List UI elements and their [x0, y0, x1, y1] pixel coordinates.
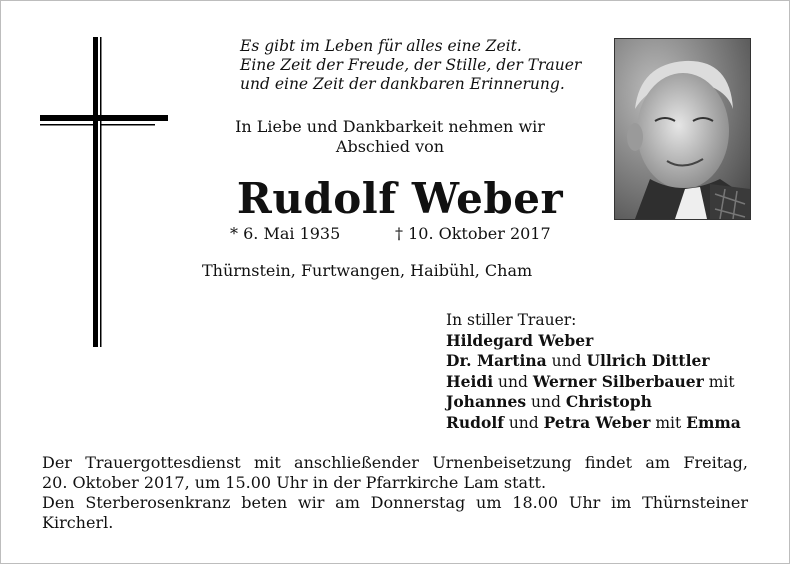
intro-line: Abschied von	[335, 137, 445, 156]
mourner-line	[446, 331, 741, 352]
mourner-connector: und	[526, 393, 566, 411]
mourner-line	[446, 351, 741, 372]
rosary-line: Kircherl.	[42, 513, 114, 532]
mourners-block	[446, 311, 741, 433]
service-line: Der Trauergottesdienst mit anschließender Urnenbeisetzung findet am Freitag,	[42, 453, 748, 472]
rosary-line: Den Sterberosenkranz beten wir am Donnerstag um 18.00 Uhr im Thürnsteiner	[42, 493, 748, 512]
mourners-heading: In stiller Trauer:	[446, 311, 577, 329]
mourner-name: Heidi	[446, 371, 494, 391]
mourner-connector: und	[546, 352, 587, 370]
mourner-name: Emma	[686, 412, 741, 432]
mourner-line	[446, 413, 741, 434]
service-info	[42, 453, 748, 533]
opening-quote	[240, 37, 610, 94]
mourner-connector: mit	[703, 372, 735, 391]
mourner-connector: und	[493, 372, 533, 391]
intro-line: In Liebe und Dankbarkeit nehmen wir	[235, 117, 545, 136]
mourner-name: Petra Weber	[543, 412, 651, 432]
death-date: † 10. Oktober 2017	[395, 224, 551, 243]
birth-date: * 6. Mai 1935	[230, 224, 341, 243]
mourner-connector: mit	[650, 413, 687, 432]
mourner-name: Rudolf	[446, 412, 504, 432]
portrait-image	[615, 39, 750, 219]
mourners-list	[446, 331, 741, 434]
mourner-line	[446, 372, 741, 393]
intro-text	[210, 117, 570, 157]
mourner-name: Ullrich Dittler	[586, 351, 710, 370]
mourner-line	[446, 392, 741, 413]
mourner-name: Johannes	[446, 392, 527, 411]
mourner-connector: und	[503, 413, 544, 432]
cross-icon	[40, 37, 170, 347]
portrait-photo	[614, 38, 751, 220]
mourner-name: Dr. Martina	[446, 351, 547, 370]
mourner-name: Hildegard Weber	[446, 330, 594, 350]
deceased-name: Rudolf Weber	[236, 174, 564, 223]
mourner-name: Christoph	[565, 392, 652, 411]
mourner-name: Werner Silberbauer	[532, 371, 704, 391]
quote-line: Eine Zeit der Freude, der Stille, der Trauer	[240, 56, 582, 74]
service-line: 20. Oktober 2017, um 15.00 Uhr in der Pfarrkirche Lam statt.	[42, 473, 547, 492]
quote-line: Es gibt im Leben für alles eine Zeit.	[240, 37, 522, 55]
places: Thürnstein, Furtwangen, Haibühl, Cham	[202, 261, 533, 280]
quote-line: und eine Zeit der dankbaren Erinnerung.	[240, 75, 565, 93]
